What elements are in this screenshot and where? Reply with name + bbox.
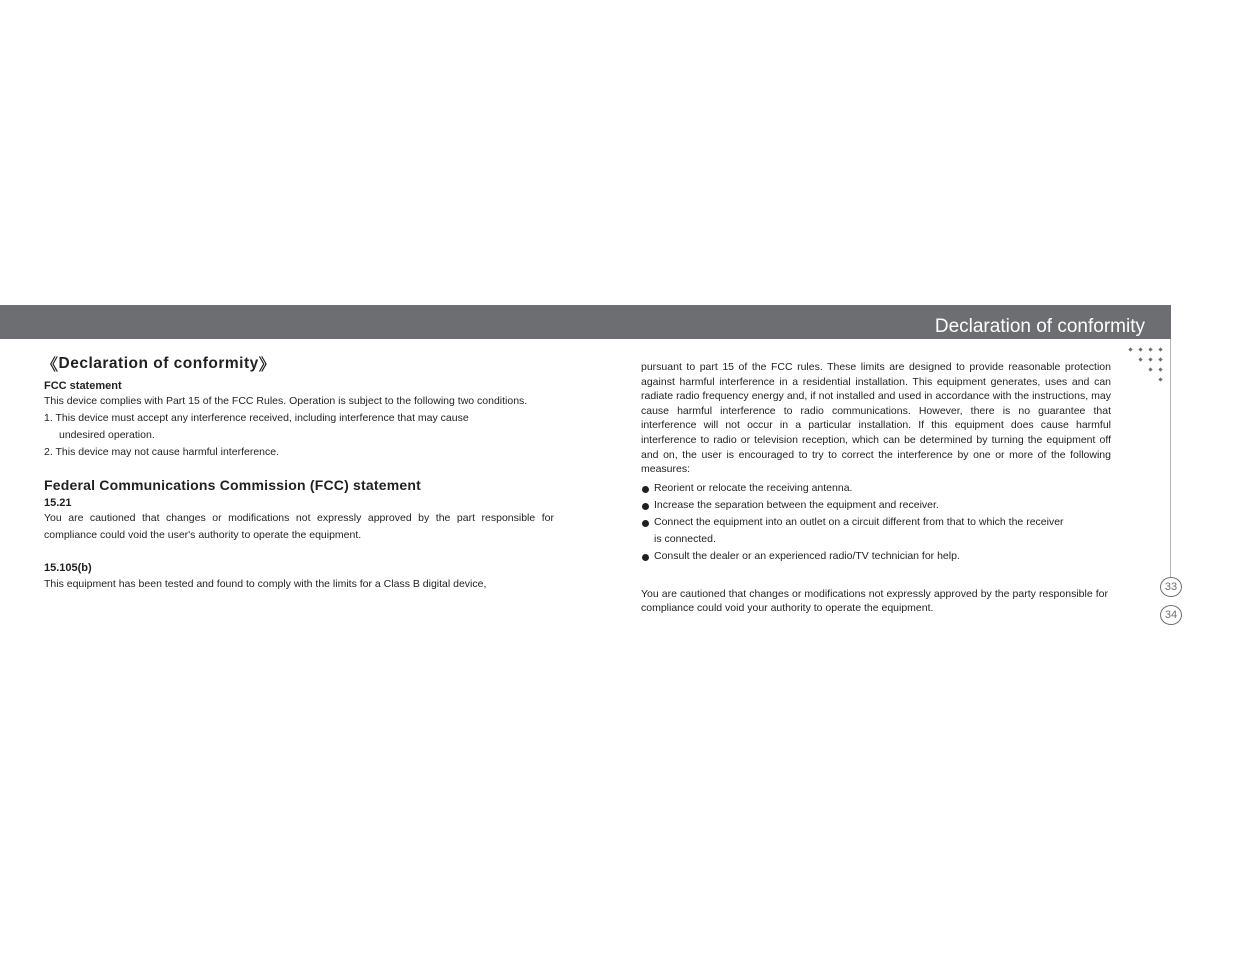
- fcc-commission-heading: Federal Communications Commission (FCC) statement: [44, 477, 421, 493]
- right-column: [641, 360, 1111, 616]
- measures-list: [641, 480, 1111, 565]
- list-item: Increase the separation between the equipment and receiver.: [641, 497, 1111, 514]
- fcc-intro: This device complies with Part 15 of the FCC Rules. Operation is subject to the following two conditions.: [44, 395, 528, 407]
- bullet-icon: [642, 486, 649, 493]
- bullet-icon: [642, 503, 649, 510]
- section-15-105b-heading: 15.105(b): [44, 562, 92, 574]
- header-bar: [0, 305, 1171, 339]
- left-chevron-icon: 《: [42, 357, 59, 374]
- section-title-text: Declaration of conformity: [58, 354, 259, 372]
- bullet-icon: [642, 554, 649, 561]
- section-15-105b-text: This equipment has been tested and found to comply with the limits for a Class B digital device,: [44, 578, 487, 590]
- section-15-21-text: You are cautioned that changes or modifications not expressly approved by the part responsible for compliance could void the user's authority to operate the equipment.: [44, 512, 554, 541]
- section-title: [42, 352, 554, 375]
- page-number-33: 33: [1160, 577, 1182, 597]
- fcc-continuation-text: pursuant to part 15 of the FCC rules. These limits are designed to provide reasonable protection against harmful interference in a residential installation. This equipment generates, uses and can radiate radio frequency energy and, if not installed and used in accordance with the instructions, may cause harmful interference to radio communications. However, there is no guarantee that interference will not occur in a particular installation. If this equipment does cause harmful interference to radio or television reception, which can be determined by turning the equipment off and on, the user is encouraged to try to correct the interference by one or more of the following measures:: [641, 361, 1111, 476]
- bullet-icon: [642, 520, 649, 527]
- list-item: Consult the dealer or an experienced radio/TV technician for help.: [641, 548, 1111, 565]
- closing-caution-text: You are cautioned that changes or modifications not expressly approved by the party responsible for compliance could void your authority to operate the equipment.: [641, 587, 1108, 615]
- right-chevron-icon: 》: [258, 357, 276, 374]
- list-item: Connect the equipment into an outlet on a circuit different from that to which the receiver: [641, 514, 1111, 531]
- condition-1-continued: undesired operation.: [59, 429, 155, 441]
- list-item-continued: is connected.: [654, 532, 716, 545]
- condition-1: 1. This device must accept any interference received, including interference that may cause: [44, 412, 469, 424]
- fcc-statement-heading: FCC statement: [44, 380, 122, 392]
- condition-2: 2. This device may not cause harmful interference.: [44, 446, 280, 458]
- list-item: Reorient or relocate the receiving antenna.: [641, 480, 1111, 497]
- page-number-34: 34: [1160, 605, 1182, 625]
- header-title: Declaration of conformity: [934, 316, 1145, 337]
- section-15-21-heading: 15.21: [44, 497, 72, 509]
- margin-divider: [1170, 339, 1171, 582]
- left-column: [44, 352, 554, 593]
- decorative-dots-icon: [1126, 345, 1166, 385]
